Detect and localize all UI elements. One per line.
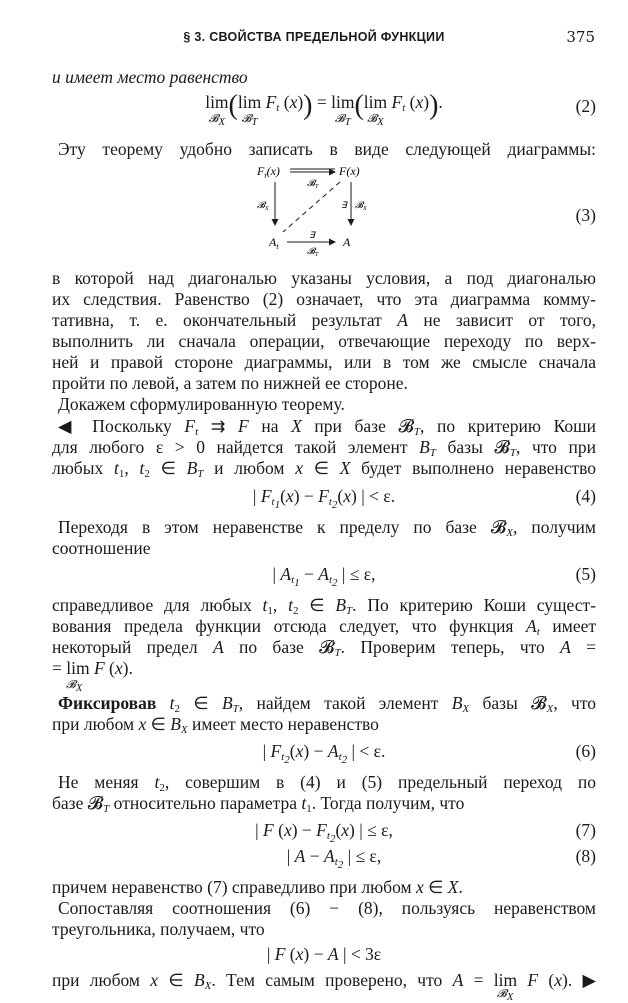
page-header (0, 28, 628, 48)
equation-6-number: (6) (575, 741, 596, 761)
equation-4-formula: | $F_{t_1}(x) - F_{t_2}(x)$ | < ε. (252, 486, 396, 511)
p9-line-1: Сопоставляя соотношения (6) − (8), пользуясь неравенством (58, 898, 596, 918)
right-arrow-exists: ∃ (341, 200, 347, 210)
diagram-bottom-left: $A_t$ (269, 235, 279, 251)
p1-line-6: пройти по левой, а затем по нижней ее стороне. (52, 373, 408, 393)
right-arrow-label: 𝓑$_X$ (355, 200, 367, 212)
p7-line-2: базе 𝓑$_T$ относительно параметра $t_1$. Тогда получим, что (52, 793, 465, 815)
equation-3-number: (3) (575, 205, 596, 225)
p2-line: Докажем сформулированную теорему. (58, 394, 345, 414)
p5-line-4: = lim F (x). (52, 658, 133, 678)
p6-line-2: при любом x ∈ $B_X$ имеет место неравенство (52, 714, 379, 736)
diagram-bottom-right: A (343, 235, 351, 249)
equation-7-number: (7) (575, 820, 596, 840)
bottom-arrow-label: 𝓑$_T$ (307, 246, 319, 258)
p3-line-2: для любого ε > 0 найдется такой элемент $B_T$ базы 𝓑$_T$, что при (52, 437, 597, 459)
p1-line-2: их следствия. Равенство (2) означает, что эта диаграмма комму- (52, 289, 596, 309)
top-arrow-label: 𝓑$_T$ (307, 178, 319, 190)
equation-3 (52, 205, 596, 245)
intro-line: и имеет место равенство (52, 67, 248, 87)
equation-9 (52, 944, 596, 968)
p9-line-2: треугольника, получаем, что (52, 919, 265, 939)
diagram-top-right: F(x) (339, 164, 360, 178)
equation-7-formula: | F $(x) - F_{t_2}(x)$ | ≤ ε, (255, 820, 393, 845)
bottom-arrow-exists: ∃ (309, 230, 315, 240)
equation-9-formula: | F (x) − A | < 3ε (266, 944, 382, 964)
p10-lim-subscript: 𝓑$_X$ (497, 988, 514, 1003)
equation-2-formula: lim 𝓑$_X$ (lim 𝓑$_T$ $F_t$ (x)) = lim 𝓑$_T$ (lim 𝓑$_X$ $F_t$ (x)). (205, 90, 443, 128)
equation-5-formula: | $A_{t_1} - A_{t_2}$ | ≤ ε, (272, 564, 376, 589)
equation-8-formula: | $A - A_{t_2}$ | ≤ ε, (286, 846, 382, 871)
p5-line-2: вования предела функции отсюда следует, что функция $A_t$ имеет (52, 616, 596, 638)
equation-2 (52, 92, 596, 132)
p1-line-3: тативна, т. е. окончательный результат A не зависит от того, (52, 310, 596, 330)
p5-line-3: некоторый предел A по базе 𝓑$_T$. Проверим теперь, что A = (52, 637, 597, 659)
p4-line-2: соотношение (52, 538, 151, 558)
diagram-top-left: $F_t(x)$ (257, 164, 280, 180)
p7-line-1: Не меняя $t_2$, совершим в (4) и (5) предельный переход по (58, 772, 596, 794)
p1-line-1: в которой над диагональю указаны условия, а под диагональю (52, 268, 596, 288)
p3-line-1: ◀ Поскольку $F_t$ ⇉ F на X при базе 𝓑$_T$, по критерию Коши (58, 416, 596, 438)
equation-4-number: (4) (575, 486, 596, 506)
p3-line-3: любых $t_1$, $t_2$ ∈ $B_T$ и любом x ∈ X будет выполнено неравенство (52, 458, 597, 480)
equation-5-number: (5) (575, 564, 596, 584)
page-number: 375 (566, 28, 595, 46)
theorem-line: Эту теорему удобно записать в виде следующей диаграммы: (58, 139, 596, 159)
equation-8-number: (8) (575, 846, 596, 866)
p1-line-4: выполнить ли сначала операции, отвечающие переходу по верх- (52, 331, 596, 351)
p5-line-1: справедливое для любых $t_1$, $t_2$ ∈ $B_T$. По критерию Коши сущест- (52, 595, 596, 617)
p10-line: при любом x ∈ $B_X$. Тем самым проверено, что A = lim F (x). ▶ (52, 970, 596, 992)
running-head: § 3. СВОЙСТВА ПРЕДЕЛЬНОЙ ФУНКЦИИ (183, 30, 445, 44)
p4-line-1: Переходя в этом неравенстве к пределу по базе 𝓑$_X$, получим (58, 517, 596, 539)
p8-line: причем неравенство (7) справедливо при любом x ∈ X. (52, 877, 463, 897)
p1-line-5: ней и правой стороне диаграммы, или в том же смысле сначала (52, 352, 596, 372)
p5-lim-subscript: 𝓑$_X$ (66, 679, 83, 694)
equation-6-formula: | $F_{t_2}(x) - A_{t_2}$ | < ε. (262, 741, 386, 766)
left-arrow-label: 𝓑$_X$ (257, 200, 269, 212)
equation-2-number: (2) (575, 96, 596, 116)
p6-line-1: Фиксировав $t_2$ ∈ $B_T$, найдем такой элемент $B_X$ базы 𝓑$_X$, что (58, 693, 597, 715)
